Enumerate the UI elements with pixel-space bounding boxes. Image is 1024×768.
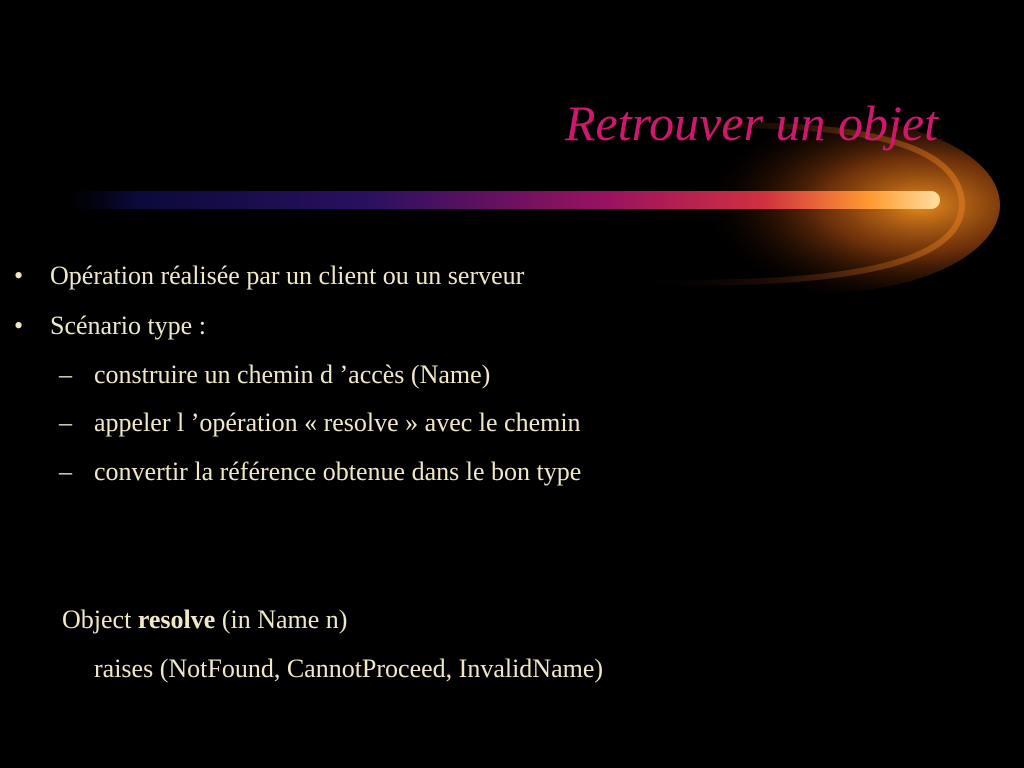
bullet-text: Scénario type : bbox=[50, 311, 206, 340]
sub-bullet-text: convertir la référence obtenue dans le bon type bbox=[94, 457, 582, 486]
code-prefix: Object bbox=[62, 605, 138, 634]
code-method-name: resolve bbox=[137, 605, 216, 634]
code-raises-line: raises (NotFound, CannotProceed, InvalidName) bbox=[94, 654, 604, 683]
bullet-marker: • bbox=[14, 311, 24, 340]
sub-bullet-text: construire un chemin d ’accès (Name) bbox=[94, 360, 491, 389]
dash-marker: – bbox=[59, 457, 72, 486]
sub-bullet-text: appeler l ’opération « resolve » avec le chemin bbox=[94, 408, 581, 437]
bullet-text: Opération réalisée par un client ou un serveur bbox=[50, 261, 525, 290]
code-suffix: (in Name n) bbox=[215, 605, 348, 634]
dash-marker: – bbox=[59, 360, 72, 389]
dash-marker: – bbox=[59, 408, 72, 437]
slide-title: Retrouver un objet bbox=[564, 95, 938, 151]
bullet-marker: • bbox=[14, 261, 24, 290]
code-signature-line bbox=[62, 605, 347, 635]
